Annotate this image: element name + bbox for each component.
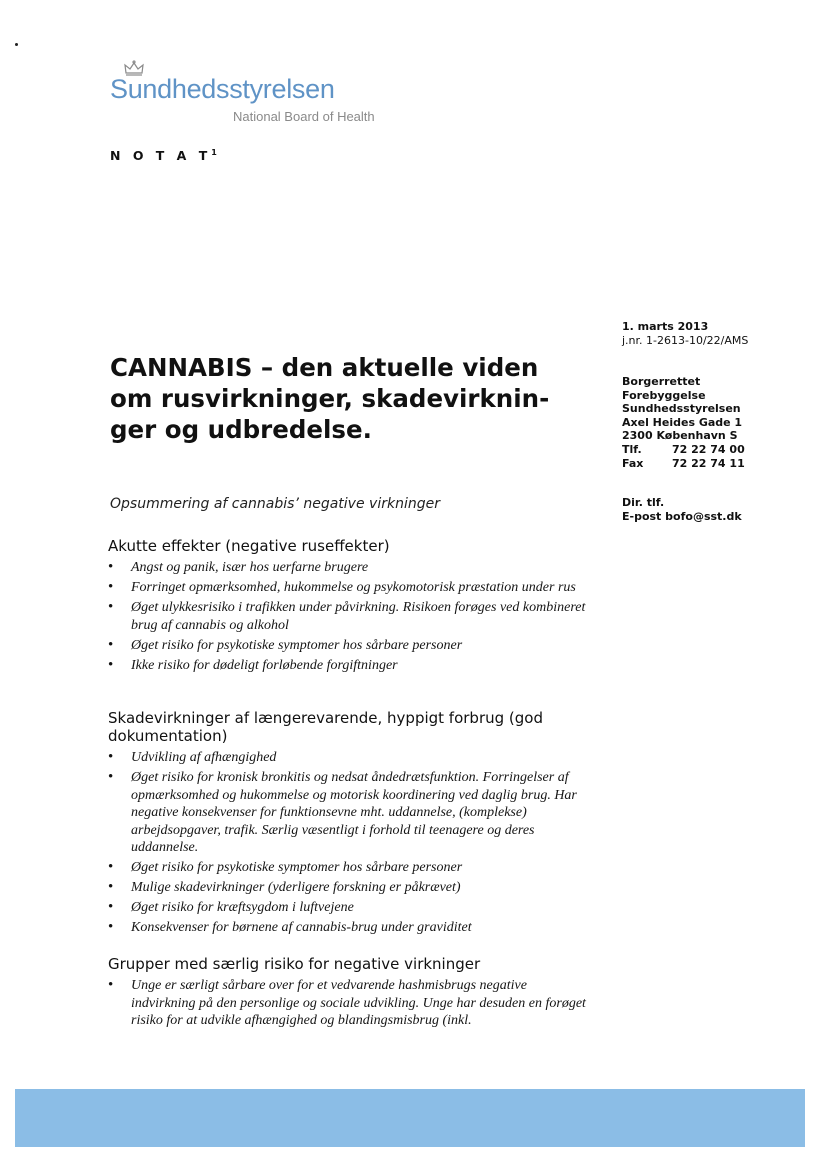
bullet-list (108, 559, 588, 674)
phone-line (622, 443, 745, 457)
document-date: 1. marts 2013 (622, 320, 709, 333)
org-line: Forebyggelse (622, 388, 706, 402)
section-risk-groups (108, 955, 588, 1032)
list-item: • Angst og panik, især hos uerfarne brugere (108, 559, 588, 577)
list-item: • Øget ulykkesrisiko i trafikken under påvirkning. Risikoen forøges ved kombineret brug af cannabis og alkohol (108, 599, 588, 634)
fax-number: 72 22 74 11 (672, 456, 745, 470)
fax-line (622, 457, 745, 471)
list-item: • Ikke risiko for dødeligt forløbende forgiftninger (108, 657, 588, 675)
list-item: • Konsekvenser for børnene af cannabis-brug under graviditet (108, 919, 588, 937)
address-block (622, 375, 745, 470)
org-line: Sundhedsstyrelsen (622, 402, 741, 416)
phone-number: 72 22 74 00 (672, 442, 745, 456)
direct-phone-label: Dir. tlf. (622, 496, 665, 509)
list-item: • Øget risiko for kronisk bronkitis og nedsat åndedrætsfunktion. Forringelser af opmærksomhed og hukommelse og motorisk koordinering ved daglig brug. Har negative konsekvenser for funktionsevne mht. uddannelse, (komplekse) arbejdsopgaver, trafik. Særlig væsentligt i forhold til teenagere og deres uddannelse. (108, 769, 588, 857)
date-block (622, 320, 748, 347)
list-item: • Øget risiko for kræftsygdom i luftvejene (108, 899, 588, 917)
section-long-term-effects (108, 709, 588, 939)
org-line: 2300 København S (622, 429, 738, 443)
list-item: • Forringet opmærksomhed, hukommelse og psykomotorisk præstation under rus (108, 579, 588, 597)
notat-label: N O T A T (110, 148, 212, 164)
bullet-list (108, 749, 588, 937)
section-heading: Grupper med særlig risiko for negative virkninger (108, 955, 481, 973)
document-type (110, 148, 217, 163)
section-heading: Skadevirkninger af længerevarende, hyppigt forbrug (god dokumentation) (108, 709, 543, 745)
document-title: CANNABIS – den aktuelle viden om rusvirkninger, skadevirkninger og udbredelse. (110, 353, 550, 444)
document-subtitle: Opsummering af cannabis’ negative virkninger (110, 496, 440, 512)
email-address: bofo@sst.dk (665, 509, 742, 523)
logo (110, 60, 400, 130)
list-item: • Unge er særligt sårbare over for et vedvarende hashmisbrugs negative indvirkning på den personlige og sociale udvikling. Unge har desuden en forøget risiko for at udvikle afhængighed og blandingsmisbrug (inkl. (108, 977, 588, 1030)
section-heading: Akutte effekter (negative ruseffekter) (108, 537, 390, 555)
logo-subtitle: National Board of Health (233, 109, 375, 124)
footnote-marker: 1 (211, 148, 217, 157)
email-line (622, 510, 742, 524)
list-item: • Øget risiko for psykotiske symptomer hos sårbare personer (108, 859, 588, 877)
list-item: • Øget risiko for psykotiske symptomer hos sårbare personer (108, 637, 588, 655)
contact-block (622, 496, 742, 523)
list-item: • Udvikling af afhængighed (108, 749, 588, 767)
email-label: E-post (622, 509, 662, 523)
journal-number: j.nr. 1-2613-10/22/AMS (622, 333, 749, 347)
phone-label: Tlf. (622, 442, 642, 456)
section-acute-effects (108, 537, 588, 677)
list-item: • Mulige skadevirkninger (yderligere forskning er påkrævet) (108, 879, 588, 897)
bullet-list (108, 977, 588, 1030)
footer-band (15, 1089, 805, 1147)
org-line: Borgerrettet (622, 375, 701, 388)
fax-label: Fax (622, 456, 644, 470)
scan-speck (15, 43, 18, 46)
org-line: Axel Heides Gade 1 (622, 415, 743, 429)
logo-name: Sundhedsstyrelsen (110, 74, 335, 104)
